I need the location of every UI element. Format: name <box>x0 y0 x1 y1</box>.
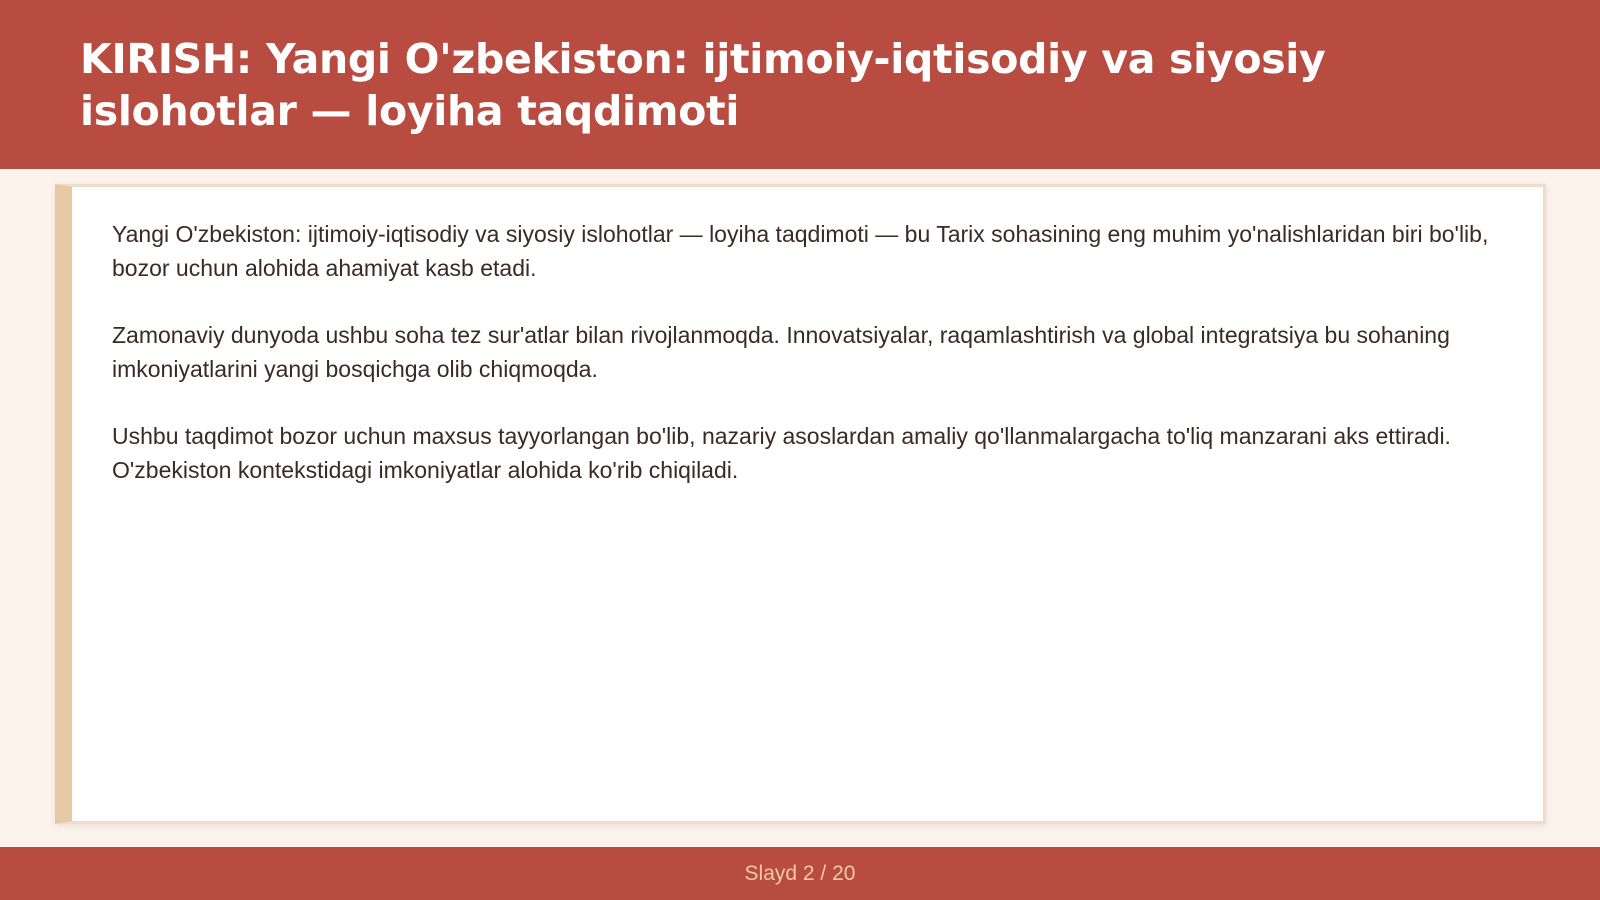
content-card <box>55 184 1546 824</box>
paragraph-modern-world: Zamonaviy dunyoda ushbu soha tez sur'atlar bilan rivojlanmoqda. Innovatsiyalar, raqamlashtirish va global integratsiya bu sohaning imkoniyatlarini yangi bosqichga olib chiqmoqda. <box>112 322 1450 382</box>
paragraph-presentation-purpose: Ushbu taqdimot bozor uchun maxsus tayyorlangan bo'lib, nazariy asoslardan amaliy qo'llanmalargacha to'liq manzarani aks ettiradi. O'zbekiston kontekstidagi imkoniyatlar alohida ko'rib chiqiladi. <box>112 423 1451 483</box>
slide-counter: Slayd 2 / 20 <box>744 861 856 885</box>
slide-header <box>0 0 1600 169</box>
slide-title: KIRISH: Yangi O'zbekiston: ijtimoiy-iqtisodiy va siyosiy islohotlar — loyiha taqdimoti <box>80 35 1326 135</box>
slide-footer <box>0 847 1600 900</box>
paragraph-intro: Yangi O'zbekiston: ijtimoiy-iqtisodiy va siyosiy islohotlar — loyiha taqdimoti — bu Tarix sohasining eng muhim yo'nalishlaridan biri bo'lib, bozor uchun alohida ahamiyat kasb etadi. <box>112 221 1489 281</box>
